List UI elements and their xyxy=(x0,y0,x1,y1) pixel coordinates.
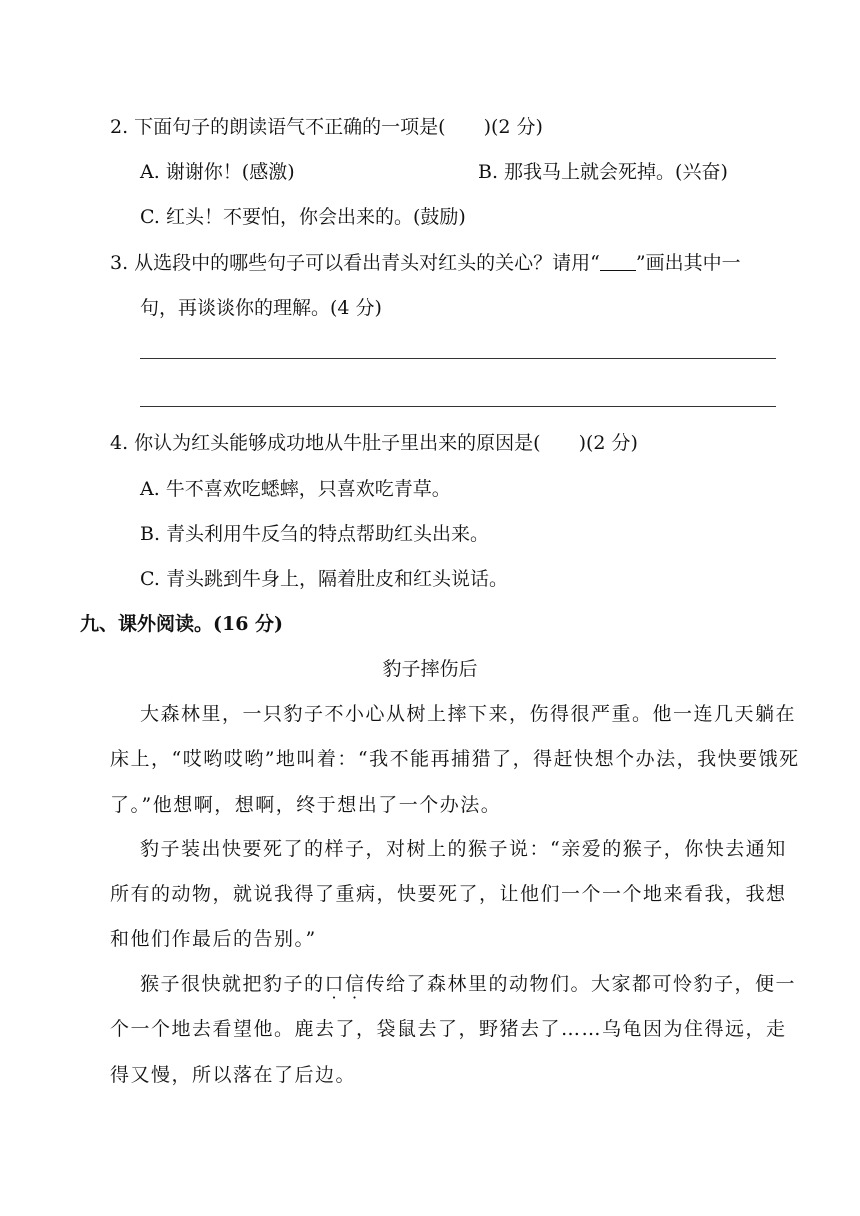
question-3-stem-line2: 句，再谈谈你的理解。(4 分) xyxy=(140,297,382,319)
passage-p3-line3: 得又慢，所以落在了后边。 xyxy=(110,1064,357,1086)
answer-line-2[interactable] xyxy=(140,406,776,407)
passage-title: 豹子摔伤后 xyxy=(382,658,478,680)
question-2-stem: 2. 下面句子的朗读语气不正确的一项是( )(2 分) xyxy=(110,116,543,138)
passage-p3-line1-before: 猴子很快就把豹子的 xyxy=(140,973,325,995)
question-4-option-b: B. 青头利用牛反刍的特点帮助红头出来。 xyxy=(140,523,490,545)
question-2-option-c: C. 红头！不要怕，你会出来的。(鼓励) xyxy=(140,206,466,228)
underline-blank xyxy=(600,252,636,271)
question-3-stem-after: ”画出其中一 xyxy=(635,252,741,274)
question-2-option-a: A. 谢谢你！(感激) xyxy=(140,161,295,183)
question-3-stem-before: 3. 从选段中的哪些句子可以看出青头对红头的关心？请用“ xyxy=(110,252,600,274)
emphasis-char-1: 口 xyxy=(324,973,346,995)
section-heading: 九、课外阅读。(16 分) xyxy=(80,613,284,635)
passage-p3-line1-after: 传给了森林里的动物们。大家都可怜豹子，便一 xyxy=(365,973,797,995)
passage-p2-line1: 豹子装出快要死了的样子，对树上的猴子说：“亲爱的猴子，你快去通知 xyxy=(140,838,787,860)
passage-p1-line1: 大森林里，一只豹子不小心从树上摔下来，伤得很严重。他一连几天躺在 xyxy=(140,703,797,725)
question-4-option-c: C. 青头跳到牛身上，隔着肚皮和红头说话。 xyxy=(140,568,508,590)
passage-p3-line2: 个一个地去看望他。鹿去了，袋鼠去了，野猪去了……乌龟因为住得远，走 xyxy=(110,1018,787,1040)
question-4-stem: 4. 你认为红头能够成功地从牛肚子里出来的原因是( )(2 分) xyxy=(110,432,638,454)
passage-p2-line3: 和他们作最后的告别。” xyxy=(110,928,317,950)
question-3-stem xyxy=(110,251,741,275)
emphasis-char-2: 信 xyxy=(345,973,366,995)
passage-p2-line2: 所有的动物，就说我得了重病，快要死了，让他们一个一个地来看我，我想 xyxy=(110,883,787,905)
passage-p1-line3: 了。”他想啊，想啊，终于想出了一个办法。 xyxy=(110,794,502,816)
passage-p3-line1 xyxy=(140,972,796,996)
answer-line-1[interactable] xyxy=(140,358,776,359)
passage-p1-line2: 床上，“哎哟哎哟”地叫着：“我不能再捕猎了，得赶快想个办法，我快要饿死 xyxy=(110,748,800,770)
question-2-option-b: B. 那我马上就会死掉。(兴奋) xyxy=(478,161,728,183)
question-4-option-a: A. 牛不喜欢吃蟋蟀，只喜欢吃青草。 xyxy=(140,478,451,500)
